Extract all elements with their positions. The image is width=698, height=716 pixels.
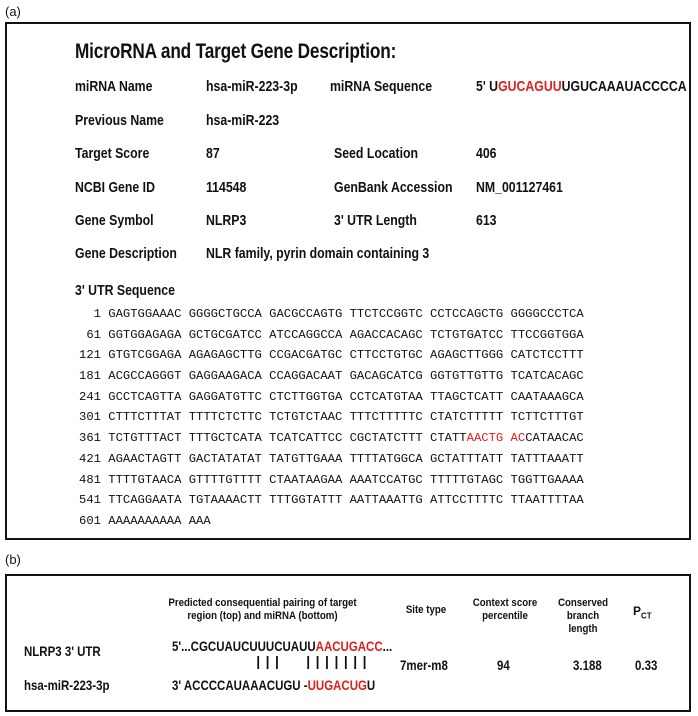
- row-361-prefix: 361 TCTGTTTACT TTTGCTCATA TCATCATTCC CGCTATCTTT CTATT: [79, 431, 467, 446]
- sequence-row: 481 TTTTGTAACA GTTTTGTTTT CTAATAAGAA AAATCCATGC TTTTTGTAGC TGGTTGAAAA: [79, 472, 584, 487]
- sequence-row: 181 ACGCCAGGGT GAGGAAGACA CCAGGACAAT GACAGCATCG GGTGTTGTTG TCATCACAGC: [79, 369, 584, 384]
- context-score-value: 94: [497, 657, 510, 673]
- mirna-sequence-b: [172, 677, 375, 693]
- description-title: MicroRNA and Target Gene Description:: [75, 40, 397, 63]
- previous-name-label: Previous Name: [75, 112, 164, 129]
- genbank-accession-value: NM_001127461: [476, 179, 563, 196]
- sequence-row: 61 GGTGGAGAGA GCTGCGATCC ATCCAGGCCA AGACCACAGC TCTGTGATCC TTCCGGTGGA: [79, 327, 584, 342]
- pct-value: 0.33: [635, 657, 658, 673]
- panel-a-label: (a): [5, 4, 21, 19]
- target-name: NLRP3 3' UTR: [24, 643, 101, 659]
- site-type-header: Site type: [405, 604, 447, 616]
- seed-location-label: Seed Location: [334, 145, 419, 162]
- pct-header-p: P: [633, 604, 642, 618]
- conserved-branch-header: Conserved branch length: [557, 597, 609, 635]
- mirna-sequence-label: miRNA Sequence: [330, 78, 433, 95]
- mirna-name-b: hsa-miR-223-3p: [24, 677, 110, 693]
- ncbi-gene-id-label: NCBI Gene ID: [75, 179, 155, 196]
- pairing-header: Predicted consequential pairing of target region (top) and miRNA (bottom): [168, 597, 357, 622]
- site-type-value: 7mer-m8: [400, 657, 448, 673]
- target-score-value: 87: [206, 145, 220, 162]
- gene-symbol-value: NLRP3: [206, 212, 247, 229]
- target-sequence: [172, 638, 392, 654]
- mirna-seq-prefix: 5' U: [476, 78, 499, 95]
- panel-b-label: (b): [5, 552, 21, 567]
- target-site-part-b: AC: [510, 431, 526, 446]
- pairing-bars-left: |||: [254, 655, 283, 671]
- ncbi-gene-id-value: 114548: [206, 179, 247, 196]
- target-score-label: Target Score: [75, 145, 150, 162]
- sequence-row: 121 GTGTCGGAGA AGAGAGCTTG CCGACGATGC CTTCCTGTGC AGAGCTTGGG CATCTCCTTT: [79, 348, 584, 363]
- mirna-seq-b-seed: UUGACUG: [307, 677, 367, 693]
- gene-description-label: Gene Description: [75, 245, 177, 262]
- pairing-bars-right: |||||||: [304, 655, 370, 671]
- sequence-row: 1 GAGTGGAAAC GGGGCTGCCA GACGCCAGTG TTCTCCGGTC CCTCCAGCTG GGGGCCCTCA: [79, 307, 584, 321]
- row-361-suffix: CATAACAC: [525, 431, 584, 446]
- target-seq-prefix: 5'...CGCUAUCUUUCUAUU: [172, 638, 316, 654]
- sequence-row: 541 TTCAGGAATA TGTAAAACTT TTTGGTATTT AATTAAATTG ATTCCTTTTC TTAATTTTAA: [79, 493, 584, 508]
- sequence-row: 601 AAAAAAAAAA AAA: [79, 513, 211, 528]
- target-site-part-a: AACTG: [466, 431, 504, 446]
- pct-header-sub: CT: [641, 611, 652, 621]
- mirna-sequence-value: [476, 78, 687, 95]
- sequence-row: 241 GCCTCAGTTA GAGGATGTTC CTCTTGGTGA CCTCATGTAA TTAGCTCATT CAATAAAGCA: [79, 389, 584, 404]
- sequence-row: 421 AGAACTAGTT GACTATATAT TATGTTGAAA TTTTATGGCA GCTATTTATT TATTTAAATT: [79, 451, 584, 466]
- sequence-row: 301 CTTTCTTTAT TTTTCTCTTC TCTGTCTAAC TTTCTTTTTC CTATCTTTTT TCTTCTTTGT: [79, 410, 584, 425]
- mirna-seq-seed: GUCAGUU: [498, 78, 562, 95]
- gene-description-value: NLR family, pyrin domain containing 3: [206, 245, 430, 262]
- mirna-name-label: miRNA Name: [75, 78, 153, 95]
- seed-location-value: 406: [476, 145, 497, 162]
- target-seq-suffix: ...: [382, 638, 393, 654]
- row-361-gap: [503, 431, 510, 445]
- mirna-seq-b-suffix: U: [366, 677, 376, 693]
- mirna-seq-rest: UGUCAAAUACCCCA: [561, 78, 687, 95]
- genbank-accession-label: GenBank Accession: [334, 179, 453, 196]
- utr-sequence-label: 3' UTR Sequence: [75, 282, 175, 299]
- utr-sequence-block: [79, 304, 584, 532]
- utr-length-label: 3' UTR Length: [334, 212, 417, 229]
- pct-header: [633, 604, 652, 620]
- previous-name-value: hsa-miR-223: [206, 112, 280, 129]
- sequence-row-361: [79, 428, 584, 449]
- mirna-seq-b-prefix: 3' ACCCCAUAAACUGU -: [172, 677, 308, 693]
- conserved-branch-value: 3.188: [573, 657, 602, 673]
- utr-length-value: 613: [476, 212, 497, 229]
- gene-symbol-label: Gene Symbol: [75, 212, 154, 229]
- target-seq-seed: AACUGACC: [315, 638, 383, 654]
- context-score-header: Context score percentile: [472, 597, 538, 622]
- mirna-name-value: hsa-miR-223-3p: [206, 78, 298, 95]
